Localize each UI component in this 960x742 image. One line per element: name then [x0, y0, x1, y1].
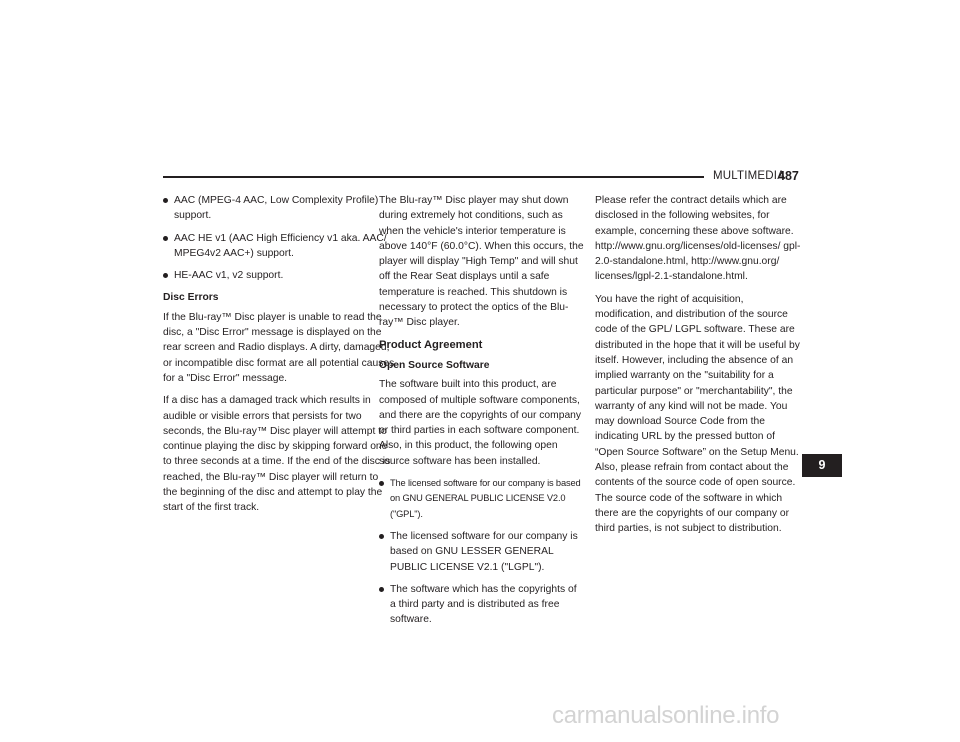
header-rule	[163, 176, 704, 178]
paragraph: If the Blu-ray™ Disc player is unable to read the disc, a "Disc Error" message is displayed on the rear screen and Radio displays. A dirty, damaged, or incompatible disc format are all potential causes for a "Disc Error" message.	[163, 311, 395, 384]
list-item-text: The software which has the copyrights of a third party and is distributed as free software.	[390, 583, 577, 626]
paragraph: The software built into this product, are composed of multiple software components, and there are the copyrights of our company or third parties in each software component. Also, in this product, the following open source software has been installed.	[379, 379, 582, 467]
list-item-text: The licensed software for our company is based on GNU LESSER GENERAL PUBLIC LICENSE V2.1 ("LGPL").	[390, 530, 578, 573]
list-item	[163, 268, 395, 283]
bullet-icon	[379, 534, 384, 539]
column-left	[163, 193, 395, 523]
chapter-tab: 9	[802, 454, 842, 477]
paragraph: The Blu-ray™ Disc player may shut down during extremely hot conditions, such as when the vehicle's interior temperature is above 140°F (60.0°C). When this occurs, the player will display "High Temp" and will shut off the Rear Seat displays until a safe temperature is reached. This shutdown is necessary to protect the optics of the Blu-ray™ Disc player.	[379, 195, 584, 329]
paragraph: If a disc has a damaged track which results in audible or visible errors that persists for two seconds, the Blu-ray™ Disc player will attempt to continue playing the disc by skipping forward one to three seconds at a time. If the end of the disc is reached, the Blu-ray™ Disc player will return to the beginning of the disc and attempt to play the start of the first track.	[163, 395, 391, 514]
watermark: carmanualsonline.info	[552, 702, 780, 729]
bullet-icon	[379, 587, 384, 592]
list-item	[379, 582, 585, 628]
bullet-icon	[163, 236, 168, 241]
product-agreement-heading: Product Agreement	[379, 338, 483, 351]
open-source-heading: Open Source Software	[379, 359, 490, 371]
list-item	[379, 529, 585, 575]
paragraph: You have the right of acquisition, modification, and distribution of the source code of the GPL/ LGPL software. These are distributed in the hope that it will be useful by itself. However, including the absence of an implied warranty on the "suitability for a particular purpose" or "merchantability", the warranty of any kind will not be made. You may download Source Code from the indicating URL by the pressed button of “Open Source Software” on the Setup Menu. Also, please refrain from contact about the contents of the source code of open source. The source code of the software in which there are the copyrights of our company or third parties, is not subject to distribution.	[595, 293, 800, 535]
list-item	[379, 476, 585, 522]
list-item	[163, 193, 395, 224]
page-number: 487	[778, 169, 799, 183]
list-item-text: AAC (MPEG-4 AAC, Low Complexity Profile) support.	[174, 195, 379, 222]
disc-errors-heading: Disc Errors	[163, 292, 219, 304]
bullet-icon	[163, 198, 168, 203]
section-title: MULTIMEDIA	[713, 170, 786, 182]
list-item-text: The licensed software for our company is based on GNU GENERAL PUBLIC LICENSE V2.0 ("GPL").	[390, 478, 581, 519]
bullet-icon	[163, 273, 168, 278]
column-right	[595, 193, 801, 544]
paragraph: Please refer the contract details which are disclosed in the following websites, for example, concerning these above software. http://www.gnu.org/licenses/old-licenses/ gpl-2.0-standalone.html, http://www.gnu.org/ licenses/lgpl-2.1-standalone.html.	[595, 195, 801, 283]
bullet-icon	[379, 481, 384, 486]
list-item-text: AAC HE v1 (AAC High Efficiency v1 aka. AAC/ MPEG4v2 AAC+) support.	[174, 232, 387, 259]
column-middle	[379, 193, 585, 635]
list-item	[163, 231, 395, 262]
list-item-text: HE-AAC v1, v2 support.	[174, 270, 284, 282]
